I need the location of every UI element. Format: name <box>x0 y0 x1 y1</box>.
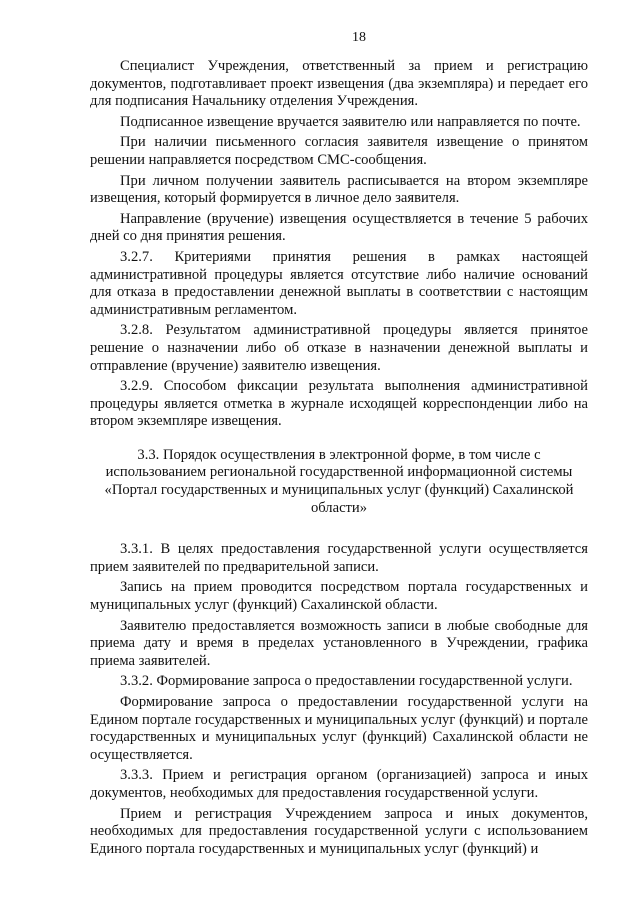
paragraph: При наличии письменного согласия заявителя извещение о принятом решении направляется посредством СМС-сообщения. <box>90 134 588 168</box>
paragraph-3-3-2: 3.3.2. Формирование запроса о предоставлении государственной услуги. <box>120 673 573 690</box>
paragraph: При личном получении заявитель расписывается на втором экземпляре извещения, который формируется в личное дело заявителя. <box>90 172 588 207</box>
paragraph-3-2-9: 3.2.9. Способом фиксации результата выполнения административной процедуры является отметка в журнале исходящей корреспонденции либо на втором экземпляре извещения. <box>90 378 588 430</box>
paragraph: Запись на прием проводится посредством портала государственных и муниципальных услуг (функций) Сахалинской области. <box>90 579 588 614</box>
section-heading-3-3: 3.3. Порядок осуществления в электронной форме, в том числе с использованием региональной государственной информационной системы «Портал государственных и муниципальных услуг (функций) Сахалинской области» <box>104 446 574 516</box>
paragraph: Специалист Учреждения, ответственный за прием и регистрацию документов, подготавливает проект извещения (два экземпляра) и передает его для подписания Начальнику отделения Учреждения. <box>90 58 588 110</box>
paragraph-3-3-1: 3.3.1. В целях предоставления государственной услуги осуществляется прием заявителей по предварительной записи. <box>90 541 588 575</box>
paragraph: Прием и регистрация Учреждением запроса и иных документов, необходимых для предоставления государственной услуги с использованием Единого портала государственных и муниципальных услуг (функций) и <box>90 805 588 857</box>
paragraph-3-2-7: 3.2.7. Критериями принятия решения в рамках настоящей административной процедуры является отсутствие либо наличие оснований для отказа в предоставлении денежной выплаты в соответствии с настоящим административным регламентом. <box>90 248 588 318</box>
paragraph: Формирование запроса о предоставлении государственной услуги на Едином портале государственных и муниципальных услуг (функций) и портале государственных и муниципальных услуг (функций) Сахалинской области не осуществляется. <box>90 694 588 763</box>
paragraph: Подписанное извещение вручается заявителю или направляется по почте. <box>120 113 581 130</box>
paragraph: Направление (вручение) извещения осуществляется в течение 5 рабочих дней со дня принятия решения. <box>90 210 588 245</box>
paragraph-3-2-8: 3.2.8. Результатом административной процедуры является принятое решение о назначении либо об отказе в назначении денежной выплаты и отправление (вручение) заявителю извещения. <box>90 322 588 374</box>
paragraph: Заявителю предоставляется возможность записи в любые свободные для приема дату и время в пределах установленного в Учреждении, графика приема заявителей. <box>90 617 588 669</box>
body-text-bottom <box>90 541 588 858</box>
paragraph-3-3-3: 3.3.3. Прием и регистрация органом (организацией) запроса и иных документов, необходимых для предоставления государственной услуги. <box>90 767 588 801</box>
page-number: 18 <box>352 30 366 45</box>
body-text-top <box>90 58 588 431</box>
